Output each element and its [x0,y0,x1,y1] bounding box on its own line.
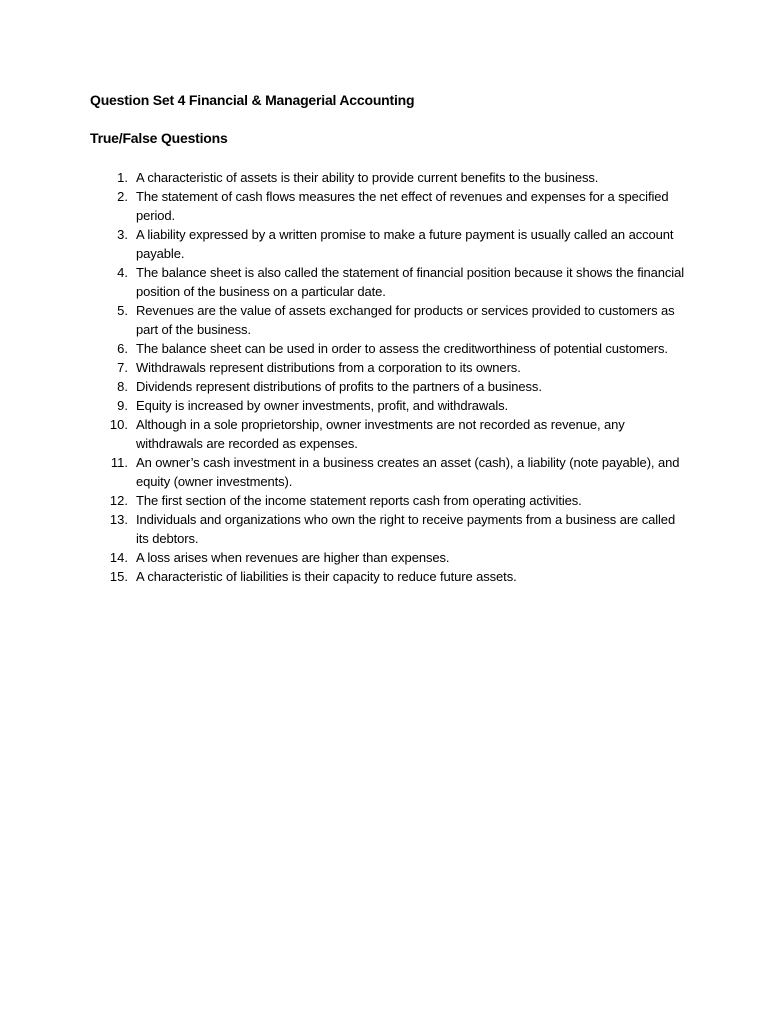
question-number: 2. [117,189,128,204]
section-heading: True/False Questions [90,130,228,146]
question-item [90,415,690,453]
question-number: 5. [117,303,128,318]
question-number: 14. [109,550,128,565]
question-text: The first section of the income statement reports cash from operating activities. [136,493,582,508]
question-text: Individuals and organizations who own the right to receive payments from a business are called its debtors. [136,512,676,546]
question-text: Revenues are the value of assets exchanged for products or services provided to customers as part of the business. [136,303,675,337]
question-text: An owner’s cash investment in a business creates an asset (cash), a liability (note payable), and equity (owner investments). [136,455,680,489]
question-number: 6. [117,341,128,356]
question-text: Equity is increased by owner investments, profit, and withdrawals. [136,398,509,413]
question-text: The balance sheet can be used in order to assess the creditworthiness of potential customers. [136,341,668,356]
question-text: A loss arises when revenues are higher than expenses. [136,550,450,565]
question-number: 7. [117,360,128,375]
question-item [90,453,690,491]
question-number: 4. [117,265,128,280]
question-item [90,548,690,567]
document-title: Question Set 4 Financial & Managerial Accounting [90,92,415,108]
question-text: Withdrawals represent distributions from a corporation to its owners. [136,360,521,375]
question-number: 9. [117,398,128,413]
question-item [90,263,690,301]
question-item [90,396,690,415]
question-number: 15. [109,569,128,584]
question-item [90,358,690,377]
question-text: Although in a sole proprietorship, owner investments are not recorded as revenue, any withdrawals are recorded as expenses. [136,417,625,451]
question-number: 1. [117,170,128,185]
question-text: The statement of cash flows measures the net effect of revenues and expenses for a specified period. [136,189,669,223]
question-number: 8. [117,379,128,394]
question-item [90,339,690,358]
question-item [90,567,690,586]
question-number: 12. [109,493,128,508]
question-number: 11. [110,455,128,470]
question-list [90,168,690,586]
question-text: Dividends represent distributions of profits to the partners of a business. [136,379,542,394]
question-text: The balance sheet is also called the statement of financial position because it shows the financial position of the business on a particular date. [136,265,684,299]
question-text: A liability expressed by a written promise to make a future payment is usually called an account payable. [136,227,674,261]
question-item [90,187,690,225]
question-item [90,301,690,339]
question-item [90,377,690,396]
question-number: 13. [109,512,128,527]
question-item [90,168,690,187]
question-text: A characteristic of liabilities is their capacity to reduce future assets. [136,569,517,584]
question-item [90,491,690,510]
question-text: A characteristic of assets is their ability to provide current benefits to the business. [136,170,599,185]
question-item [90,225,690,263]
question-item [90,510,690,548]
question-number: 10. [109,417,128,432]
question-number: 3. [117,227,128,242]
